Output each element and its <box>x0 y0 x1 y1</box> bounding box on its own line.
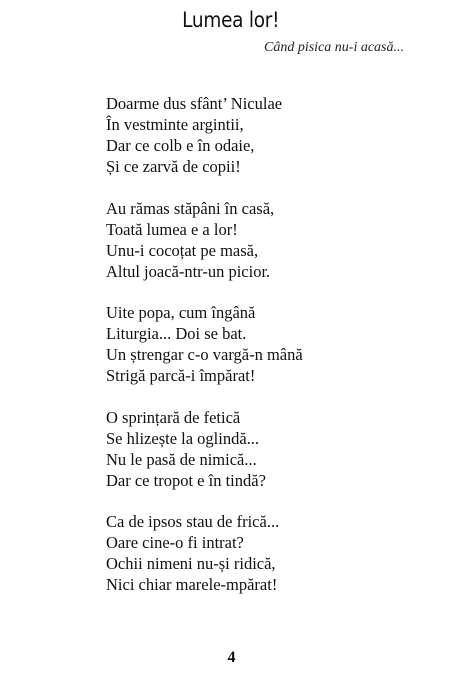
stanza-2 <box>106 198 426 282</box>
poem-line: Un ștrengar c-o vargă-n mână <box>106 345 303 364</box>
poem-line: Ochii nimeni nu-și ridică, <box>106 554 276 573</box>
poem-line: Oare cine-o fi intrat? <box>106 533 244 552</box>
poem-body <box>106 93 426 616</box>
poem-line: Uite popa, cum îngână <box>106 303 256 322</box>
poem-line: Nici chiar marele-mpărat! <box>106 575 278 594</box>
poem-line: Altul joacă-ntr-un picior. <box>106 261 271 281</box>
poem-motto: Când pisica nu-i acasă... <box>264 40 404 55</box>
poem-line: Și ce zarvă de copii! <box>106 157 241 176</box>
poem-line: Dar ce tropot e în tindă? <box>106 470 266 490</box>
stanza-5 <box>106 511 426 595</box>
poem-line: Ca de ipsos stau de frică... <box>106 512 280 531</box>
poem-line: Unu-i cocoțat pe masă, <box>106 240 259 260</box>
poem-line: O sprințară de fetică <box>106 407 241 427</box>
poem-line: Au rămas stăpâni în casă, <box>106 198 275 218</box>
poem-line: Dar ce colb e în odaie, <box>106 136 255 155</box>
poem-line: Nu le pasă de nimică... <box>106 449 257 469</box>
stanza-4 <box>106 407 426 491</box>
page-number: 4 <box>227 649 236 666</box>
poem-line: Se hlizește la oglindă... <box>106 428 260 448</box>
stanza-3 <box>106 302 426 386</box>
stanza-1 <box>106 93 426 177</box>
page-title: Lumea lor! <box>182 8 280 32</box>
poem-line: În vestminte argintii, <box>106 115 244 134</box>
poem-line: Toată lumea e a lor! <box>106 219 238 239</box>
poem-line: Doarme dus sfânt’ Niculae <box>106 94 283 113</box>
poem-line: Strigă parcă-i împărat! <box>106 366 256 385</box>
poem-line: Liturgia... Doi se bat. <box>106 324 247 343</box>
